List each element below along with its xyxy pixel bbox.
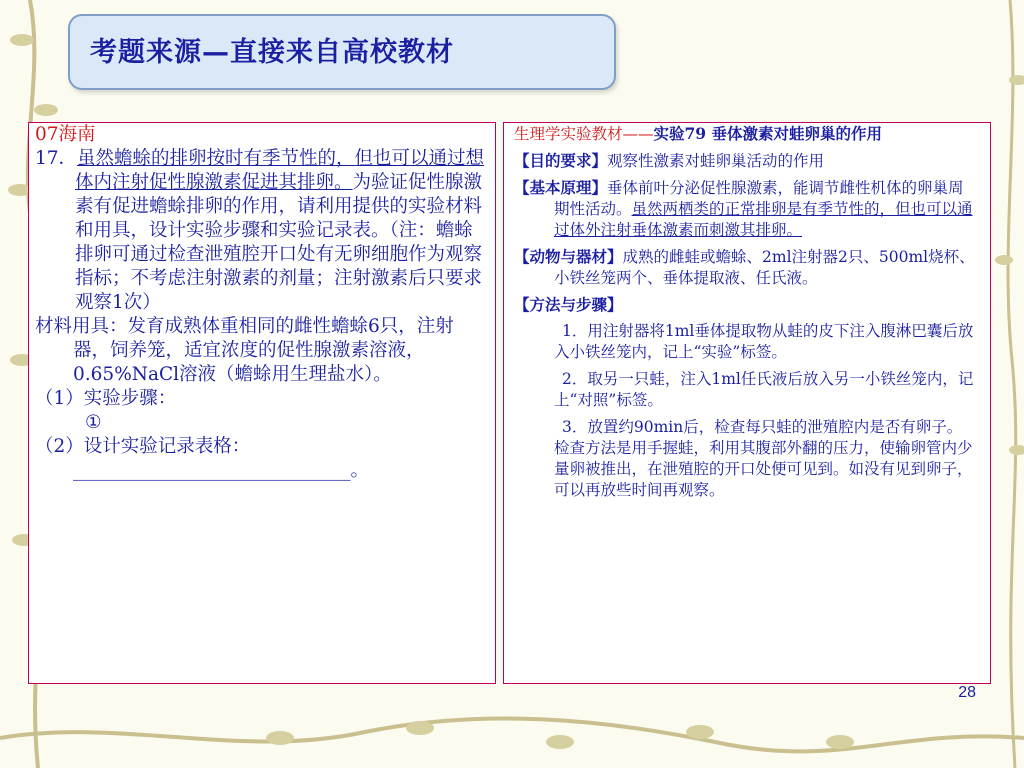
materials-text: 材料用具：发育成熟体重相同的雌性蟾蜍6只，注射器，饲养笼，适宜浓度的促性腺激素溶液，0.65%NaCl溶液（蟾蜍用生理盐水）。: [35, 316, 454, 385]
step1-mark: ①: [85, 412, 102, 433]
step2-label: （2）设计实验记录表格：: [35, 436, 251, 457]
materials-section: 【动物与器材】成熟的雌蛙或蟾蜍、2ml注射器2只、500ml烧杯、小铁丝笼两个、垂体提取液、任氏液。: [514, 247, 975, 287]
source-heading: 生理学实验教材——实验79 垂体激素对蛙卵巢的作用: [514, 124, 882, 143]
purpose-section: 【目的要求】观察性激素对蛙卵巢活动的作用: [514, 151, 825, 170]
vine-decoration-right: [990, 0, 1024, 768]
vine-decoration-bottom: [0, 698, 1024, 768]
answer-blank: ______________________________。: [73, 460, 370, 481]
method-label: 【方法与步骤】: [514, 295, 623, 314]
step1-label: （1）实验步骤：: [35, 388, 177, 409]
question-text: 17．虽然蟾蜍的排卵按时有季节性的，但也可以通过想体内注射促性腺激素促进其排卵。为验证促性腺激素有促进蟾蜍排卵的作用，请利用提供的实验材料和用具，设计实验步骤和实验记录表。（注：蟾蜍排卵可通过检查泄殖腔开口处有无卵细胞作为观察指标；不考虑注射激素的剂量；注射激素后只要求观察1次）: [35, 148, 485, 313]
method-step-2: 2．取另一只蛙，注入1ml任氏液后放入另一小铁丝笼内，记上“对照”标签。: [554, 370, 974, 409]
method-step-1: 1．用注射器将1ml垂体提取物从蛙的皮下注入腹淋巴囊后放入小铁丝笼内，记上“实验”标签。: [554, 322, 974, 361]
title-box: [68, 14, 616, 90]
principle-section: 【基本原理】垂体前叶分泌促性腺激素，能调节雌性机体的卵巢周期性活动。虽然两栖类的正常排卵是有季节性的，但也可以通过体外注射垂体激素而刺激其排卵。: [514, 178, 973, 239]
textbook-panel: [503, 122, 991, 684]
method-step-3: 3．放置约90min后，检查每只蛙的泄殖腔内是否有卵子。检查方法是用手握蛙，利用其腹部外翻的压力，使输卵管内少量卵被推出，在泄殖腔的开口处便可见到。如没有见到卵子，可以再放些时间再观察。: [554, 418, 973, 499]
question-rest: 为验证促性腺激素有促进蟾蜍排卵的作用，请利用提供的实验材料和用具，设计实验步骤和实验记录表。（注：蟾蜍排卵可通过检查泄殖腔开口处有无卵细胞作为观察指标；不考虑注射激素的剂量；注射激素后只要求观察1次）: [75, 172, 483, 313]
question-underline: 虽然蟾蜍的排卵按时有季节性的，但也可以通过想体内注射促性腺激素促进其排卵。: [75, 148, 485, 193]
slide-title: 考题来源—直接来自高校教材: [90, 37, 454, 68]
question-panel: [28, 122, 496, 684]
page-number: 28: [958, 684, 976, 701]
year-label: 07海南: [35, 124, 96, 145]
